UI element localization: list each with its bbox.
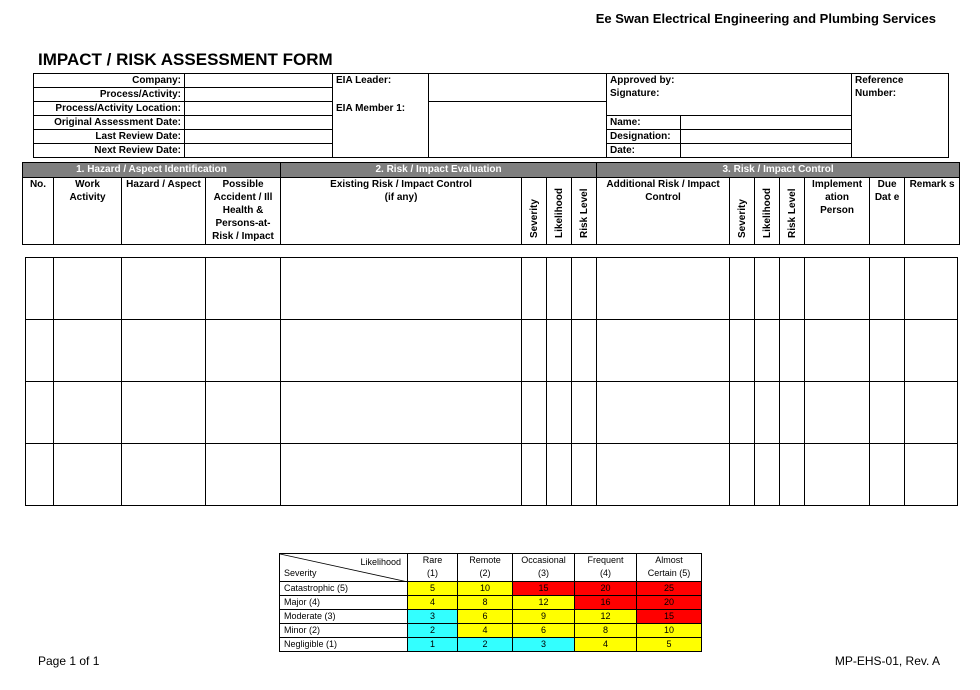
cell-risk-level[interactable] [572, 444, 597, 506]
cell-risk-level-2[interactable] [780, 320, 805, 382]
risk-matrix [279, 553, 702, 652]
reference-label: Reference [855, 75, 904, 86]
cell-work-activity[interactable] [54, 258, 122, 320]
col-due-date: Due Dat e [870, 178, 905, 245]
cell-existing-control[interactable] [281, 258, 522, 320]
matrix-severity-label: Severity [284, 568, 317, 578]
matrix-cell: 2 [458, 638, 513, 652]
date-field[interactable] [681, 144, 852, 158]
col-existing-control [281, 178, 522, 245]
col-risk-level-2 [780, 178, 805, 245]
matrix-col-frequent [575, 554, 637, 582]
matrix-row [280, 638, 702, 652]
col-no: No. [23, 178, 54, 245]
matrix-col-remote [458, 554, 513, 582]
next-review-field[interactable] [185, 144, 333, 158]
col-possible-accident: Possible Accident / Ill Health & Persons-at-Risk / Impact [206, 178, 281, 245]
eia-leader-label: EIA Leader: [333, 74, 429, 102]
matrix-cell: 10 [637, 624, 702, 638]
cell-work-activity[interactable] [54, 320, 122, 382]
matrix-col-occasional [513, 554, 575, 582]
cell-risk-level-2[interactable] [780, 444, 805, 506]
cell-risk-level-2[interactable] [780, 258, 805, 320]
cell-risk-level[interactable] [572, 382, 597, 444]
section-hazard-identification: 1. Hazard / Aspect Identification [23, 163, 281, 178]
cell-remarks[interactable] [905, 320, 958, 382]
cell-hazard[interactable] [122, 320, 206, 382]
matrix-row [280, 596, 702, 610]
matrix-col-rare [408, 554, 458, 582]
cell-hazard[interactable] [122, 258, 206, 320]
matrix-cell: 15 [513, 582, 575, 596]
eia-member-label: EIA Member 1: [333, 102, 429, 158]
label-next-review: Next Review Date: [34, 144, 185, 158]
cell-no[interactable] [26, 320, 54, 382]
cell-implementation[interactable] [805, 382, 870, 444]
section-risk-evaluation: 2. Risk / Impact Evaluation [281, 163, 597, 178]
matrix-row-label: Major (4) [280, 596, 408, 610]
col-remarks: Remark s [905, 178, 960, 245]
matrix-row [280, 610, 702, 624]
cell-existing-control[interactable] [281, 320, 522, 382]
cell-possible-accident[interactable] [206, 320, 281, 382]
cell-possible-accident[interactable] [206, 258, 281, 320]
cell-risk-level-2[interactable] [780, 382, 805, 444]
cell-likelihood[interactable] [547, 258, 572, 320]
matrix-row [280, 624, 702, 638]
cell-no[interactable] [26, 444, 54, 506]
matrix-corner [280, 554, 408, 582]
cell-severity[interactable] [522, 258, 547, 320]
col-implementation-person: Implement ation Person [805, 178, 870, 245]
matrix-cell: 16 [575, 596, 637, 610]
section-risk-control: 3. Risk / Impact Control [597, 163, 960, 178]
original-date-field[interactable] [185, 116, 333, 130]
col-additional-control: Additional Risk / Impact Control [597, 178, 730, 245]
cell-remarks[interactable] [905, 258, 958, 320]
cell-severity-2[interactable] [730, 444, 755, 506]
severity-label: Severity [528, 199, 540, 238]
table-row [26, 444, 958, 506]
matrix-row [280, 582, 702, 596]
cell-existing-control[interactable] [281, 382, 522, 444]
matrix-col-label: Occasional [521, 555, 566, 565]
cell-hazard[interactable] [122, 444, 206, 506]
matrix-cell: 4 [408, 596, 458, 610]
col-severity [522, 178, 547, 245]
approved-by-label: Approved by: [610, 75, 675, 86]
existing-control-title: Existing Risk / Impact Control [330, 179, 472, 190]
cell-likelihood[interactable] [547, 320, 572, 382]
cell-existing-control[interactable] [281, 444, 522, 506]
name-label: Name: [607, 116, 681, 130]
reference-number-label: Number: [855, 88, 897, 99]
cell-severity-2[interactable] [730, 382, 755, 444]
cell-likelihood-2[interactable] [755, 382, 780, 444]
matrix-col-sub: (2) [479, 568, 491, 578]
matrix-row-label: Moderate (3) [280, 610, 408, 624]
col-likelihood-2 [755, 178, 780, 245]
matrix-cell: 5 [408, 582, 458, 596]
cell-severity[interactable] [522, 320, 547, 382]
cell-no[interactable] [26, 258, 54, 320]
last-review-field[interactable] [185, 130, 333, 144]
risk-level-label: Risk Level [578, 188, 590, 238]
severity-label-2: Severity [736, 199, 748, 238]
page-number: Page 1 of 1 [38, 654, 100, 668]
cell-likelihood[interactable] [547, 382, 572, 444]
col-hazard-aspect: Hazard / Aspect [122, 178, 206, 245]
company-name: Ee Swan Electrical Engineering and Plumbing Services [595, 11, 936, 26]
cell-severity[interactable] [522, 444, 547, 506]
document-code: MP-EHS-01, Rev. A [834, 654, 940, 668]
signature-label: Signature: [610, 88, 660, 99]
matrix-cell: 10 [458, 582, 513, 596]
label-location: Process/Activity Location: [34, 102, 185, 116]
label-process-activity: Process/Activity: [34, 88, 185, 102]
cell-additional-control[interactable] [597, 382, 730, 444]
matrix-col-sub: (3) [538, 568, 549, 578]
cell-additional-control[interactable] [597, 258, 730, 320]
matrix-col-sub: Certain (5) [647, 568, 691, 578]
matrix-cell: 4 [575, 638, 637, 652]
cell-severity-2[interactable] [730, 320, 755, 382]
cell-likelihood[interactable] [547, 444, 572, 506]
label-original-date: Original Assessment Date: [34, 116, 185, 130]
process-activity-field[interactable] [185, 88, 333, 102]
existing-control-subtitle: (if any) [384, 192, 418, 203]
matrix-cell: 12 [513, 596, 575, 610]
assessment-entry-table [25, 257, 958, 506]
location-field[interactable] [185, 102, 333, 116]
company-field[interactable] [185, 74, 333, 88]
matrix-cell: 2 [408, 624, 458, 638]
matrix-cell: 6 [458, 610, 513, 624]
matrix-cell: 8 [458, 596, 513, 610]
matrix-cell: 5 [637, 638, 702, 652]
matrix-likelihood-label: Likelihood [360, 557, 401, 567]
matrix-cell: 25 [637, 582, 702, 596]
cell-additional-control[interactable] [597, 444, 730, 506]
cell-no[interactable] [26, 382, 54, 444]
matrix-col-label: Frequent [587, 555, 624, 565]
col-work-activity: Work Activity [54, 178, 122, 245]
header-info-table [33, 73, 949, 158]
cell-work-activity[interactable] [54, 444, 122, 506]
col-severity-2 [730, 178, 755, 245]
matrix-cell: 4 [458, 624, 513, 638]
eia-member-field[interactable] [429, 102, 607, 158]
name-field[interactable] [681, 116, 852, 130]
matrix-row-label: Minor (2) [280, 624, 408, 638]
likelihood-label-2: Likelihood [761, 188, 773, 238]
matrix-col-almost-certain [637, 554, 702, 582]
matrix-cell: 1 [408, 638, 458, 652]
designation-field[interactable] [681, 130, 852, 144]
matrix-col-label: Remote [469, 555, 501, 565]
matrix-col-sub: (4) [600, 568, 611, 578]
assessment-header-table [22, 162, 960, 245]
eia-leader-field[interactable] [429, 74, 607, 102]
matrix-cell: 12 [575, 610, 637, 624]
cell-remarks[interactable] [905, 382, 958, 444]
designation-label: Designation: [607, 130, 681, 144]
cell-additional-control[interactable] [597, 320, 730, 382]
cell-likelihood-2[interactable] [755, 258, 780, 320]
cell-due-date[interactable] [870, 382, 905, 444]
cell-due-date[interactable] [870, 320, 905, 382]
col-risk-level [572, 178, 597, 245]
cell-remarks[interactable] [905, 444, 958, 506]
cell-work-activity[interactable] [54, 382, 122, 444]
cell-possible-accident[interactable] [206, 382, 281, 444]
cell-risk-level[interactable] [572, 258, 597, 320]
likelihood-label: Likelihood [553, 188, 565, 238]
matrix-col-label: Rare [422, 555, 443, 565]
label-last-review: Last Review Date: [34, 130, 185, 144]
cell-implementation[interactable] [805, 320, 870, 382]
label-company: Company: [34, 74, 185, 88]
table-row [26, 382, 958, 444]
cell-hazard[interactable] [122, 382, 206, 444]
reference-block [852, 74, 949, 158]
matrix-cell: 3 [513, 638, 575, 652]
matrix-row-label: Catastrophic (5) [280, 582, 408, 596]
table-row [26, 320, 958, 382]
risk-level-label-2: Risk Level [786, 188, 798, 238]
matrix-cell: 8 [575, 624, 637, 638]
matrix-col-label: Almost [655, 555, 683, 565]
cell-likelihood-2[interactable] [755, 444, 780, 506]
matrix-col-sub: (1) [427, 568, 438, 578]
col-likelihood [547, 178, 572, 245]
matrix-cell: 20 [575, 582, 637, 596]
matrix-row-label: Negligible (1) [280, 638, 408, 652]
matrix-cell: 9 [513, 610, 575, 624]
cell-severity[interactable] [522, 382, 547, 444]
cell-implementation[interactable] [805, 258, 870, 320]
date-label: Date: [607, 144, 681, 158]
matrix-cell: 20 [637, 596, 702, 610]
cell-risk-level[interactable] [572, 320, 597, 382]
matrix-cell: 6 [513, 624, 575, 638]
cell-likelihood-2[interactable] [755, 320, 780, 382]
matrix-cell: 3 [408, 610, 458, 624]
cell-possible-accident[interactable] [206, 444, 281, 506]
cell-due-date[interactable] [870, 444, 905, 506]
form-title: IMPACT / RISK ASSESSMENT FORM [38, 50, 333, 69]
matrix-cell: 15 [637, 610, 702, 624]
cell-due-date[interactable] [870, 258, 905, 320]
cell-severity-2[interactable] [730, 258, 755, 320]
cell-implementation[interactable] [805, 444, 870, 506]
approval-block [607, 74, 852, 116]
table-row [26, 258, 958, 320]
